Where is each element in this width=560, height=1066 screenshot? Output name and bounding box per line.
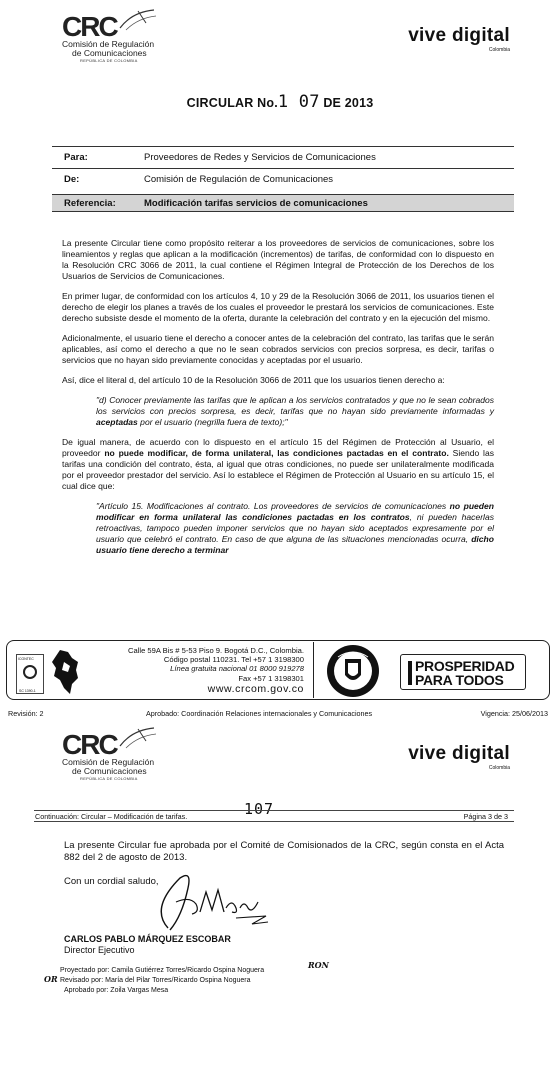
handwritten-signature (140, 868, 280, 938)
paragraph-article-15: De igual manera, de acuerdo con lo dispuesto en el artículo 15 del Régimen de Protección al Usuario, el proveedor no puede modificar, de forma unilateral, las condiciones pactadas en el contrato. Siendo las tarifas una condición del contrato, ésta, al igual que otras condiciones, no puede ser unilateralmente modificada por el proveedor prestador del servicio. Así lo establece el Régimen de Protección al Usuario en su artículo 15, el cual dice que: (62, 437, 494, 491)
para-label: Para: (64, 152, 88, 163)
approval-paragraph: La presente Circular fue aprobada por el Comité de Comisionados de la CRC, según consta en el Acta 882 del 2 de agosto de 2013. (64, 840, 504, 863)
rule-mid (52, 168, 514, 169)
org-name-line2: de Comunicaciones (72, 48, 147, 58)
vive-digital-logo-page3: vive digital Colombia (408, 743, 510, 771)
paragraph-rights: En primer lugar, de conformidad con los artículos 4, 10 y 29 de la Resolución 3066 de 2011, los usuarios tienen el derecho de elegir los planes a través de los cuales el proveedor le prestará los servicios de comunicaciones. Este derecho subsiste desde el momento de la oferta, durante la celebración del contrato y en la ejecución del mismo. (62, 291, 494, 323)
signer-block (64, 934, 231, 956)
de-value: Comisión de Regulación de Comunicaciones (144, 174, 334, 185)
footer-separator (313, 642, 314, 698)
colombia-coat-of-arms-icon (322, 643, 384, 699)
crc-logo (62, 11, 182, 63)
referencia-value: Modificación tarifas servicios de comunicaciones (144, 198, 368, 209)
de-label: De: (64, 174, 80, 185)
paragraph-tariffs: Adicionalmente, el usuario tiene el derecho a conocer antes de la celebración del contrato, las tarifas que le serán aplicables, así como el derecho a que no le sean cobrados servicios con precios sorpresa, es decir, tarifas o servicios que no hayan sido previamente conocidas y aceptadas por el usuario. (62, 333, 494, 365)
validity-label: Vigencia: 25/06/2013 (480, 709, 548, 718)
reviewed-by: Revisado por: María del Pilar Torres/Ricardo Ospina Noguera (60, 977, 251, 984)
crc-logo-page3: CRC Comisión de Regulación de Comunicaciones REPÚBLICA DE COLOMBIA (62, 732, 182, 781)
contact-info (84, 646, 304, 695)
signer-role: Director Ejecutivo (64, 945, 135, 955)
rule-top (52, 146, 514, 147)
continuation-bar (34, 810, 514, 822)
crc-swoosh-icon (118, 8, 158, 32)
paragraph-literal-d: Así, dice el literal d, del artículo 10 de la Resolución 3066 de 2011 que los usuarios tienen derecho a: (62, 375, 445, 385)
circular-title (0, 92, 560, 112)
org-country: REPÚBLICA DE COLOMBIA (80, 58, 138, 63)
vive-digital-logo (408, 26, 510, 53)
closing-salutation: Con un cordial saludo, (64, 876, 159, 887)
handwritten-circular-number: 107 (244, 800, 275, 818)
para-value: Proveedores de Redes y Servicios de Comunicaciones (144, 152, 376, 163)
revision-label: Revisión: 2 (8, 709, 44, 718)
icontec-certification-icon: ICONTEC SC 1390-1 (16, 654, 44, 694)
approved-by-label: Aprobado: Coordinación Relaciones internacionales y Comunicaciones (146, 709, 373, 718)
quote-literal-d: "d) Conocer previamente las tarifas que le aplican a los servicios contratados y que no le sean cobrados los servicios con precios sorpresa, es decir, tarifas que no hayan sido previamente informadas y aceptadas por el usuario (negrilla fuera de texto);" (96, 395, 494, 427)
quote-article-15: "Artículo 15. Modificaciones al contrato. Los proveedores de servicios de comunicaciones no pueden modificar en forma unilateral las condiciones pactadas en los contratos, ni pueden hacerlas retroactivas, tampoco pueden imponer servicios que no hayan sido aceptados expresamente por el usuario que celebró el contrato. En caso de que alguna de las situaciones mencionadas ocurra, dicho usuario tiene derecho a terminar (96, 501, 494, 555)
page-number: Página 3 de 3 (463, 812, 508, 821)
crc-logo-mark: CRC (62, 14, 182, 40)
handwritten-initials-1: RON (308, 960, 329, 970)
signer-name: CARLOS PABLO MÁRQUEZ ESCOBAR (64, 934, 231, 944)
prosperidad-logo: PROSPERIDAD PARA TODOS (400, 654, 526, 690)
circular-number: 1 07 (277, 92, 320, 112)
crc-swoosh-icon (118, 726, 158, 750)
credits-block (60, 966, 264, 996)
referencia-label: Referencia: (64, 198, 116, 209)
fax-line: Fax +57 1 3198301 (238, 673, 304, 683)
circular-suffix: DE 2013 (323, 96, 374, 110)
brand-sub: Colombia (488, 47, 510, 53)
projected-by: Proyectado por: Camila Gutiérrez Torres/Ricardo Ospina Noguera (60, 967, 265, 974)
website-link[interactable]: www.crcom.gov.co (207, 682, 304, 695)
brand-name: vive digital (408, 25, 510, 46)
toll-free-line: Línea gratuita nacional 01 8000 919278 (170, 664, 304, 674)
circular-prefix: CIRCULAR No. (186, 96, 278, 110)
handwritten-initials-2: OR (44, 974, 58, 984)
approved-by: Aprobado por: Zoila Vargas Mesa (64, 987, 169, 994)
org-name-line1: Comisión de Regulación (62, 39, 155, 49)
circular-body (62, 238, 494, 565)
continuation-label: Continuación: Circular – Modificación de tarifas. (35, 812, 188, 821)
paragraph-purpose: La presente Circular tiene como propósito reiterar a los proveedores de servicios de comunicaciones, sobre los lineamientos y reglas que aplican a la modificación (incrementos) de tarifas, de conformidad con lo dispuesto en la Resolución CRC 3066 de 2011, la cual contiene el Régimen Integral de Protección de los Derechos de los Usuarios de Servicios de Comunicaciones. (62, 238, 494, 281)
addressing-block (52, 146, 514, 218)
postal-phone-line: Código postal 110231. Tel +57 1 3198300 (163, 655, 304, 665)
address-line: Calle 59A Bis # 5-53 Piso 9. Bogotá D.C., Colombia. (127, 646, 304, 655)
colombia-map-icon (50, 648, 80, 696)
